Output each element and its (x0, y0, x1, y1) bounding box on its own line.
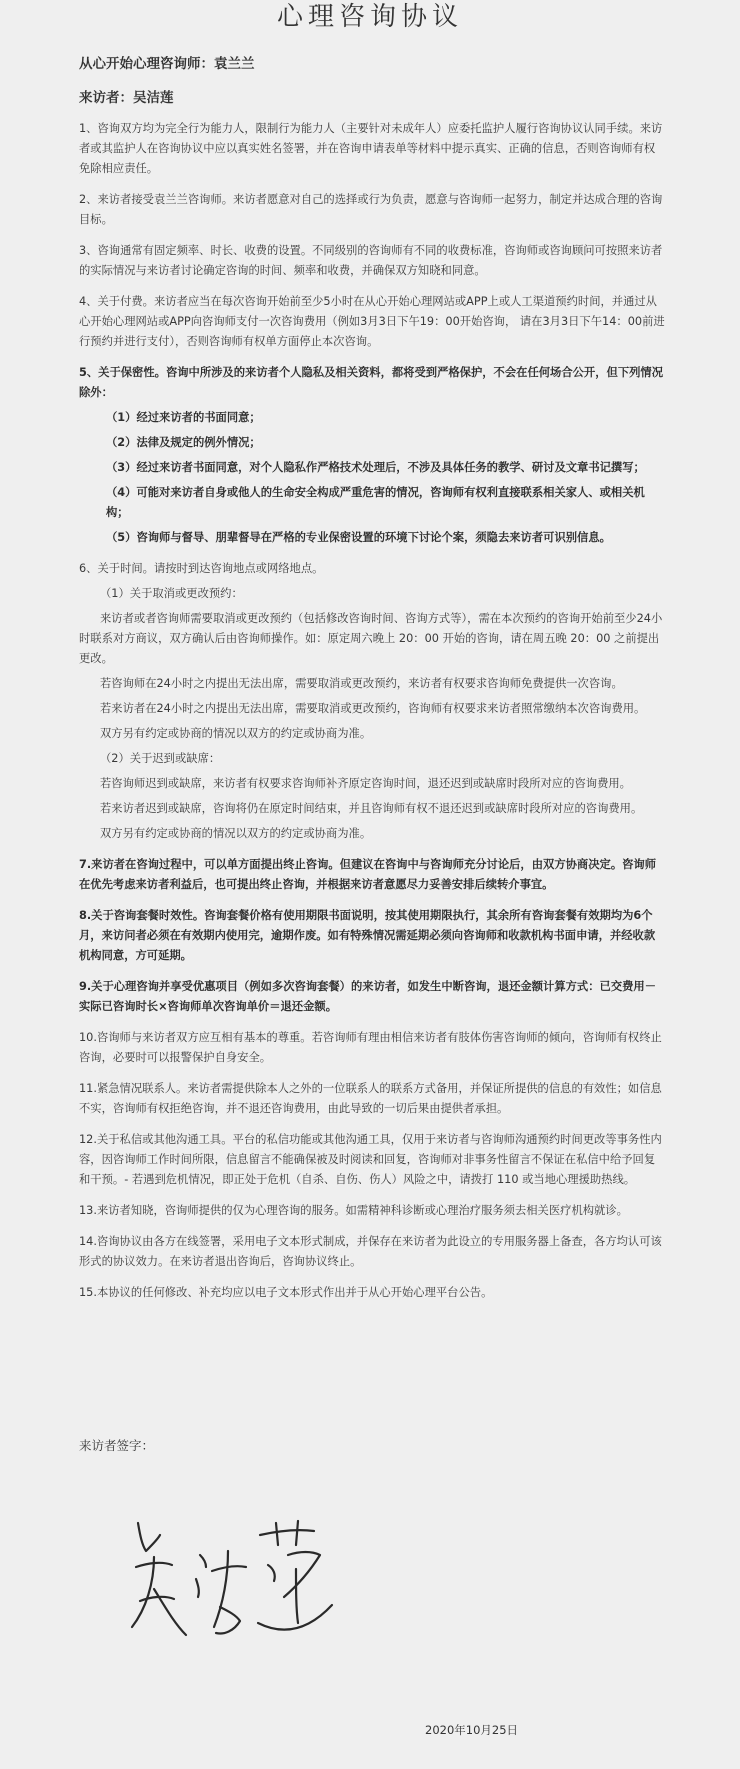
clause-5-item: （4）可能对来访者自身或他人的生命安全构成严重危害的情况，咨询师有权利直接联系相关家人、或相关机构； (106, 486, 645, 519)
clause-12: 12.关于私信或其他沟通工具。平台的私信功能或其他沟通工具，仅用于来访者与咨询师沟通预约时间更改等事务性内容，因咨询师工作时间所限，信息留言不能确保被及时阅读和回复，咨询师对非事务性留言不保证在私信中给予回复和干预。- 若遇到危机情况，即正处于危机（自杀、自伤、伤人）风险之中，请拨打 110 或当地心理援助热线。 (79, 1133, 662, 1186)
clause-6-paragraph: 双方另有约定或协商的情况以双方的约定或协商为准。 (100, 827, 372, 840)
clause-8: 8.关于咨询套餐时效性。咨询套餐价格有使用期限书面说明，按其使用期限执行，其余所有咨询套餐有效期均为6个月，来访问者必须在有效期内使用完，逾期作废。如有特殊情况需延期必须向咨询师和收款机构书面申请，并经收款机构同意，方可延期。 (79, 909, 656, 962)
clause-5-item: （2）法律及规定的例外情况； (106, 436, 261, 449)
clause-4: 4、关于付费。来访者应当在每次咨询开始前至少5小时在从心开始心理网站或APP上或人工渠道预约时间，并通过从心开始心理网站或APP向咨询师支付一次咨询费用（例如3月3日下午19：00开始咨询， 请在3月3日下午14：00前进行预约并进行支付），否则咨询师有权单方面停止本次咨询。 (79, 295, 665, 348)
clause-6-paragraph: 若来访者在24小时之内提出无法出席，需要取消或更改预约，咨询师有权要求来访者照常缴纳本次咨询费用。 (100, 702, 646, 715)
counselor-line: 从心开始心理咨询师：袁兰兰 (79, 56, 255, 72)
signing-date: 2020年10月25日 (425, 1723, 519, 1737)
clause-5-list (79, 408, 665, 548)
clause-5-item: （5）咨询师与督导、朋辈督导在严格的专业保密设置的环境下讨论个案，须隐去来访者可识别信息。 (106, 531, 611, 544)
clause-6-sub-heading: （2）关于迟到或缺席： (100, 752, 221, 765)
clause-10: 10.咨询师与来访者双方应互相有基本的尊重。若咨询师有理由相信来访者有肢体伤害咨询师的倾向，咨询师有权终止咨询，必要时可以报警保护自身安全。 (79, 1031, 662, 1064)
signature-label: 来访者签字： (79, 1438, 155, 1453)
clause-6-paragraph: 来访者或者咨询师需要取消或更改预约（包括修改咨询时间、咨询方式等），需在本次预约的咨询开始前至少24小时联系对方商议，双方确认后由咨询师操作。如：原定周六晚上 20：00 开始的咨询，请在周五晚 20：00 之前提出更改。 (79, 612, 663, 665)
clause-11: 11.紧急情况联系人。来访者需提供除本人之外的一位联系人的联系方式备用，并保证所提供的信息的有效性；如信息不实，咨询师有权拒绝咨询，并不退还咨询费用，由此导致的一切后果由提供者承担。 (79, 1082, 662, 1115)
clause-9: 9.关于心理咨询并享受优惠项目（例如多次咨询套餐）的来访者，如发生中断咨询，退还金额计算方式：已交费用－实际已咨询时长×咨询师单次咨询单价＝退还金额。 (79, 980, 657, 1013)
clause-6-paragraph: 若咨询师在24小时之内提出无法出席，需要取消或更改预约，来访者有权要求咨询师免费提供一次咨询。 (100, 677, 623, 690)
clause-7: 7.来访者在咨询过程中，可以单方面提出终止咨询。但建议在咨询中与咨询师充分讨论后，由双方协商决定。咨询师在优先考虑来访者利益后，也可提出终止咨询，并根据来访者意愿尽力妥善安排后续转介事宜。 (79, 858, 657, 891)
clause-6-paragraph: 若咨询师迟到或缺席，来访者有权要求咨询师补齐原定咨询时间，退还迟到或缺席时段所对应的咨询费用。 (100, 777, 631, 790)
clause-5: 5、关于保密性。咨询中所涉及的来访者个人隐私及相关资料，都将受到严格保护，不会在任何场合公开，但下列情况除外： (79, 366, 664, 399)
clause-5-item: （1）经过来访者的书面同意； (106, 411, 261, 424)
clause-3: 3、咨询通常有固定频率、时长、收费的设置。不同级别的咨询师有不同的收费标准，咨询师或咨询顾问可按照来访者的实际情况与来访者讨论确定咨询的时间、频率和收费，并确保双方知晓和同意。 (79, 244, 663, 277)
clause-2: 2、来访者接受袁兰兰咨询师。来访者愿意对自己的选择或行为负责，愿意与咨询师一起努力，制定并达成合理的咨询目标。 (79, 193, 663, 226)
clause-6-paragraph: 双方另有约定或协商的情况以双方的约定或协商为准。 (100, 727, 372, 740)
visitor-line: 来访者：吴洁莲 (79, 90, 174, 106)
clause-14: 14.咨询协议由各方在线签署，采用电子文本形式制成，并保存在来访者为此设立的专用服务器上备查，各方均认可该形式的协议效力。在来访者退出咨询后，咨询协议终止。 (79, 1235, 662, 1268)
handwritten-signature (128, 1505, 338, 1665)
clause-6: 6、关于时间。请按时到达咨询地点或网络地点。 (79, 562, 324, 575)
agreement-body (79, 119, 665, 1314)
clause-15: 15.本协议的任何修改、补充均应以电子文本形式作出并于从心开始心理平台公告。 (79, 1286, 493, 1299)
clause-6-paragraph: 若来访者迟到或缺席，咨询将仍在原定时间结束，并且咨询师有权不退还迟到或缺席时段所对应的咨询费用。 (100, 802, 643, 815)
clause-1: 1、咨询双方均为完全行为能力人，限制行为能力人（主要针对未成年人）应委托监护人履行咨询协议认同手续。来访者或其监护人在咨询协议中应以真实姓名签署，并在咨询申请表单等材料中提示真实、正确的信息，否则咨询师有权免除相应责任。 (79, 122, 663, 175)
clause-13: 13.来访者知晓，咨询师提供的仅为心理咨询的服务。如需精神科诊断或心理治疗服务须去相关医疗机构就诊。 (79, 1204, 628, 1217)
clause-6-sub-heading: （1）关于取消或更改预约： (100, 587, 243, 600)
document-title: 心理咨询协议 (276, 2, 463, 32)
clause-5-item: （3）经过来访者书面同意，对个人隐私作严格技术处理后，不涉及具体任务的教学、研讨及文章书记撰写； (106, 461, 645, 474)
